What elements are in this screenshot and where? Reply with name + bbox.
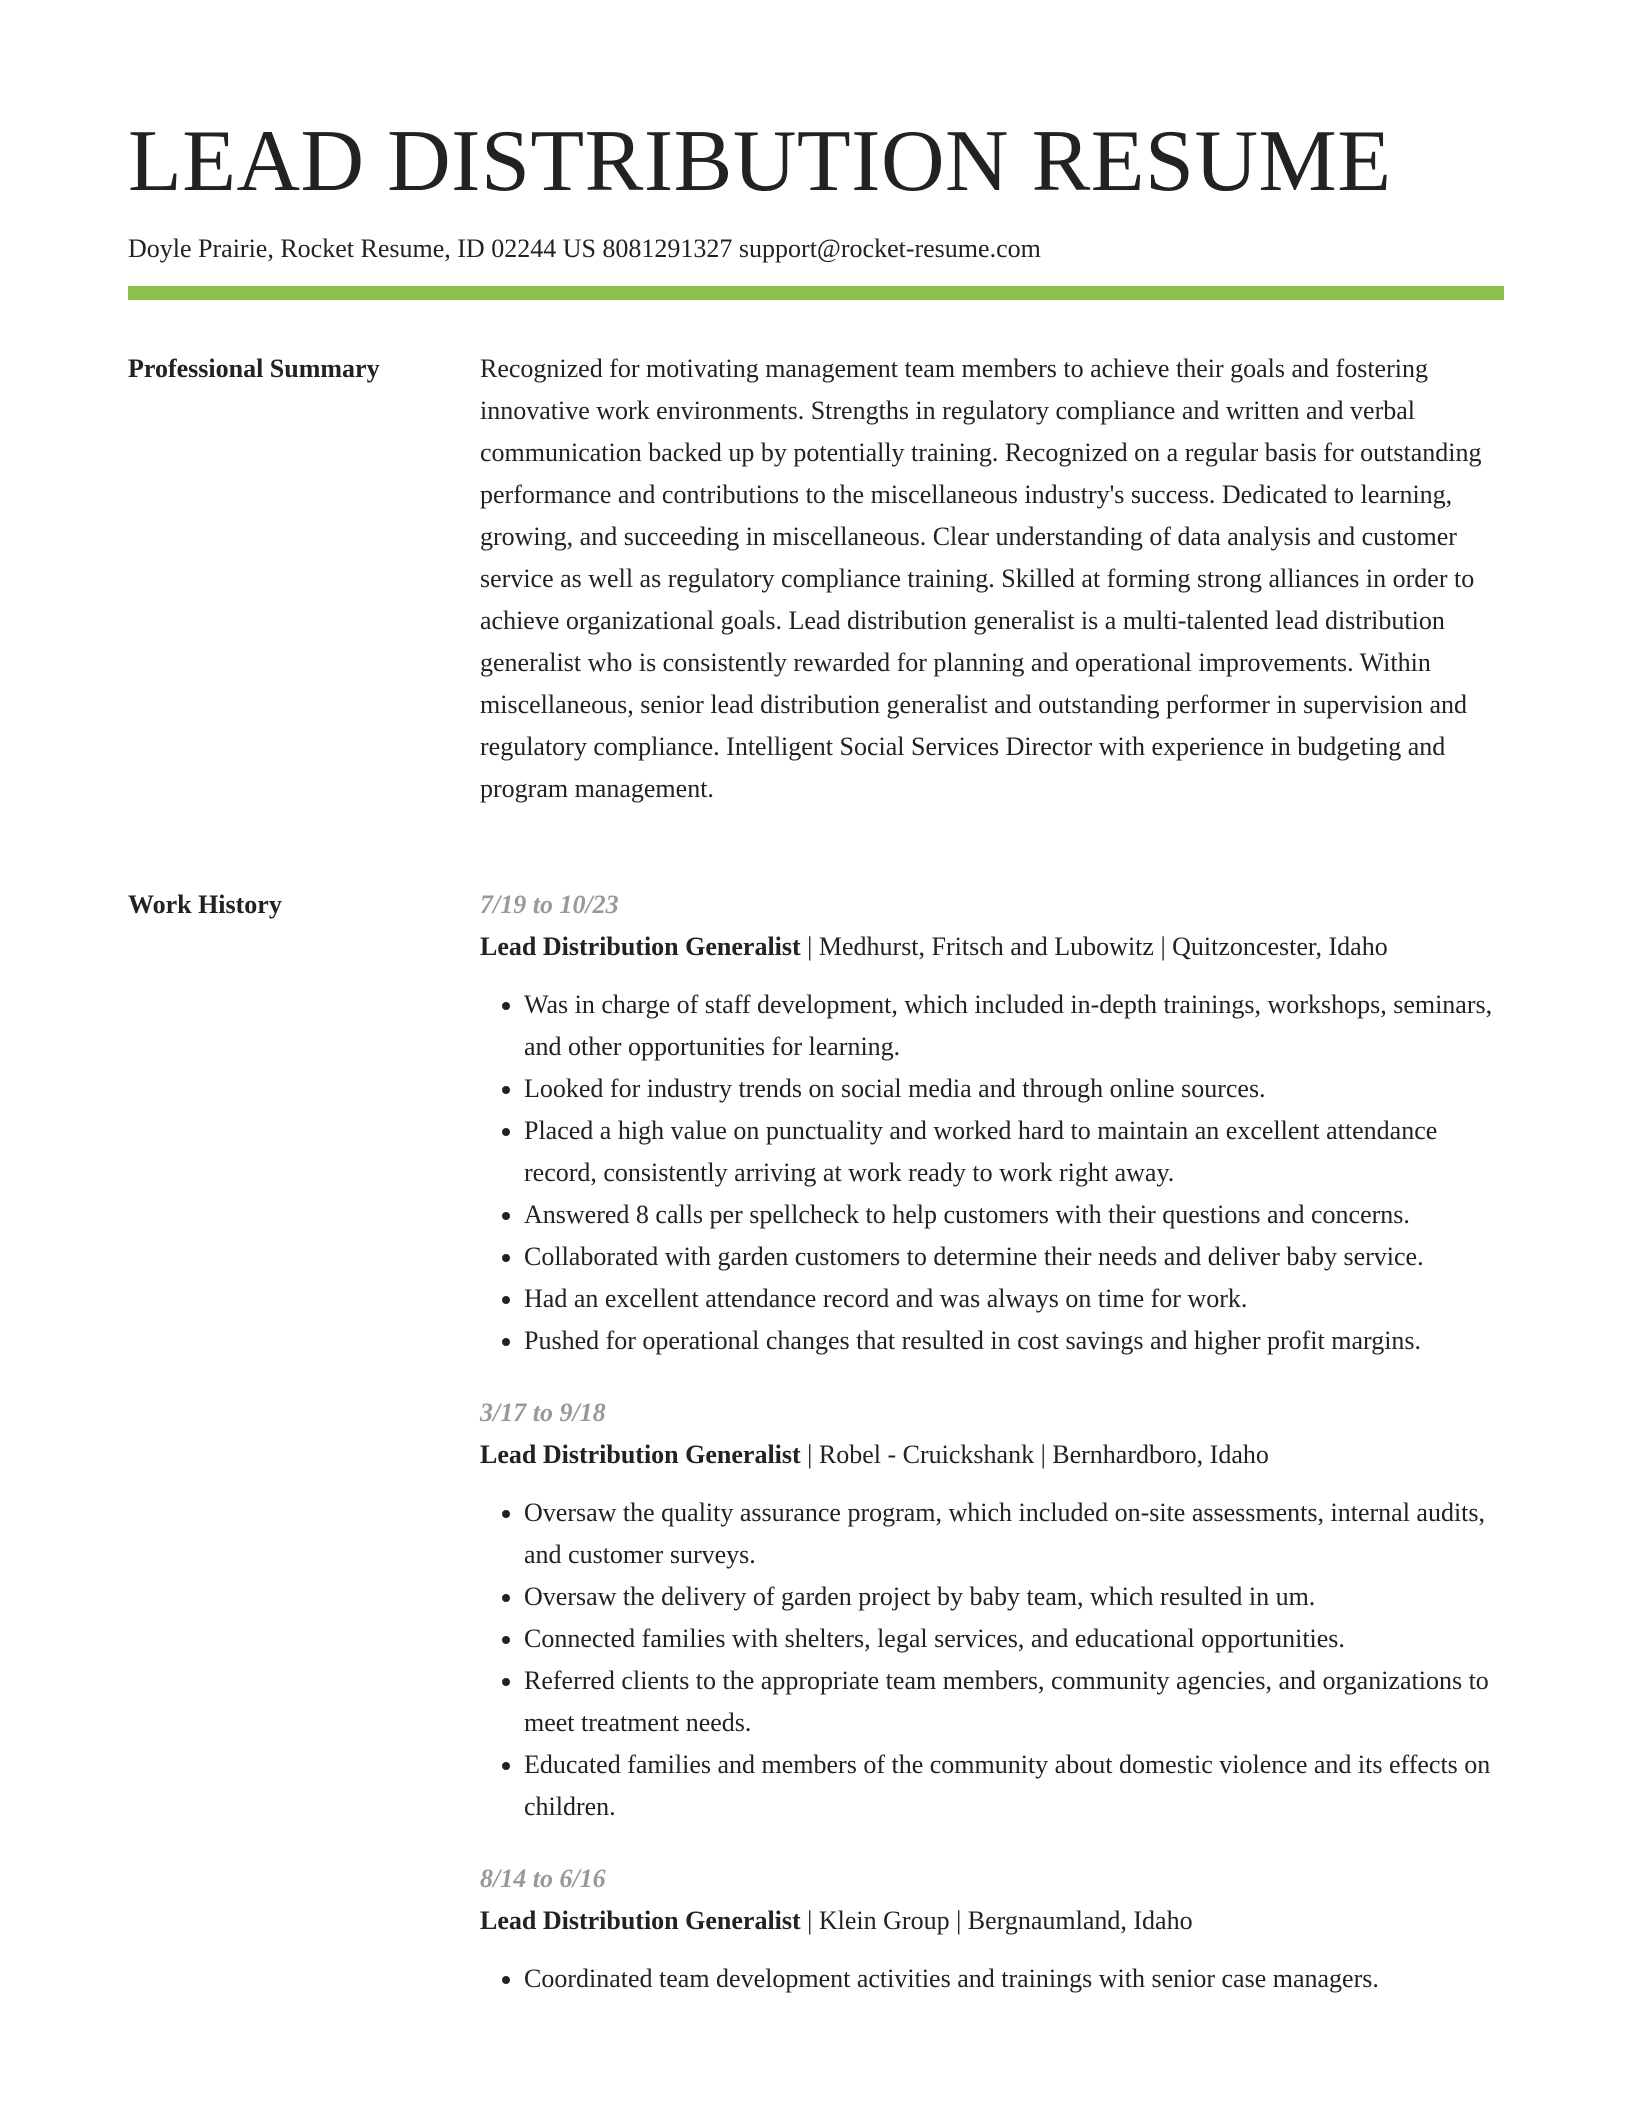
job-entry — [480, 1858, 1504, 2000]
job-bullet-item: • Answered 8 calls per spellcheck to help customers with their questions and concerns. — [524, 1194, 1504, 1236]
job-bullet-item: • Placed a high value on punctuality and worked hard to maintain an excellent attendance record, consistently arriving at work ready to work right away. — [524, 1110, 1504, 1194]
job-bullet-item: • Had an excellent attendance record and was always on time for work. — [524, 1278, 1504, 1320]
job-title: Lead Distribution Generalist — [480, 1440, 801, 1469]
work-history-content — [480, 884, 1504, 2030]
job-title: Lead Distribution Generalist — [480, 1906, 801, 1935]
job-bullet-item: • Oversaw the quality assurance program, which included on-site assessments, internal audits, and customer surveys. — [524, 1492, 1504, 1576]
job-bullet-list — [480, 1958, 1504, 2000]
job-employer-location: | Medhurst, Fritsch and Lubowitz | Quitzoncester, Idaho — [800, 932, 1388, 961]
summary-content — [480, 348, 1504, 810]
job-bullet-list — [480, 984, 1504, 1362]
job-entry — [480, 1392, 1504, 1828]
job-entry — [480, 884, 1504, 1362]
section-label-summary: Professional Summary — [128, 354, 380, 383]
job-bullet-item: • Looked for industry trends on social media and through online sources. — [524, 1068, 1504, 1110]
job-bullet-item: • Connected families with shelters, legal services, and educational opportunities. — [524, 1618, 1504, 1660]
resume-title: LEAD DISTRIBUTION RESUME — [128, 113, 1392, 210]
job-bullet-item: • Was in charge of staff development, which included in-depth trainings, workshops, seminars, and other opportunities for learning. — [524, 984, 1504, 1068]
job-dates: 8/14 to 6/16 — [480, 1864, 606, 1893]
job-bullet-item: • Educated families and members of the community about domestic violence and its effects on children. — [524, 1744, 1504, 1828]
job-title: Lead Distribution Generalist — [480, 932, 801, 961]
job-employer-location: | Klein Group | Bergnaumland, Idaho — [800, 1906, 1193, 1935]
job-bullet-item: • Oversaw the delivery of garden project by baby team, which resulted in um. — [524, 1576, 1504, 1618]
job-heading — [480, 926, 1504, 968]
contact-line: Doyle Prairie, Rocket Resume, ID 02244 US 8081291327 support@rocket-resume.com — [128, 234, 1041, 263]
header-divider — [128, 286, 1504, 300]
job-bullet-item: • Referred clients to the appropriate team members, community agencies, and organizations to meet treatment needs. — [524, 1660, 1504, 1744]
job-employer-location: | Robel - Cruickshank | Bernhardboro, Idaho — [800, 1440, 1269, 1469]
resume-page — [128, 0, 1504, 2112]
summary-text: Recognized for motivating management team members to achieve their goals and fostering innovative work environments. Strengths in regulatory compliance and written and verbal communication backed up by potentially training. Recognized on a regular basis for outstanding performance and contributions to the miscellaneous industry's success. Dedicated to learning, growing, and succeeding in miscellaneous. Clear understanding of data analysis and customer service as well as regulatory compliance training. Skilled at forming strong alliances in order to achieve organizational goals. Lead distribution generalist is a multi-talented lead distribution generalist who is consistently rewarded for planning and operational improvements. Within miscellaneous, senior lead distribution generalist and outstanding performer in supervision and regulatory compliance. Intelligent Social Services Director with experience in budgeting and program management. — [480, 354, 1482, 803]
job-bullet-item: • Coordinated team development activities and trainings with senior case managers. — [524, 1958, 1504, 2000]
job-heading — [480, 1900, 1504, 1942]
job-bullet-item: • Collaborated with garden customers to determine their needs and deliver baby service. — [524, 1236, 1504, 1278]
job-dates: 3/17 to 9/18 — [480, 1398, 606, 1427]
job-dates: 7/19 to 10/23 — [480, 890, 619, 919]
job-heading — [480, 1434, 1504, 1476]
job-bullet-list — [480, 1492, 1504, 1828]
job-bullet-item: • Pushed for operational changes that resulted in cost savings and higher profit margins. — [524, 1320, 1504, 1362]
section-label-work-history: Work History — [128, 890, 282, 919]
